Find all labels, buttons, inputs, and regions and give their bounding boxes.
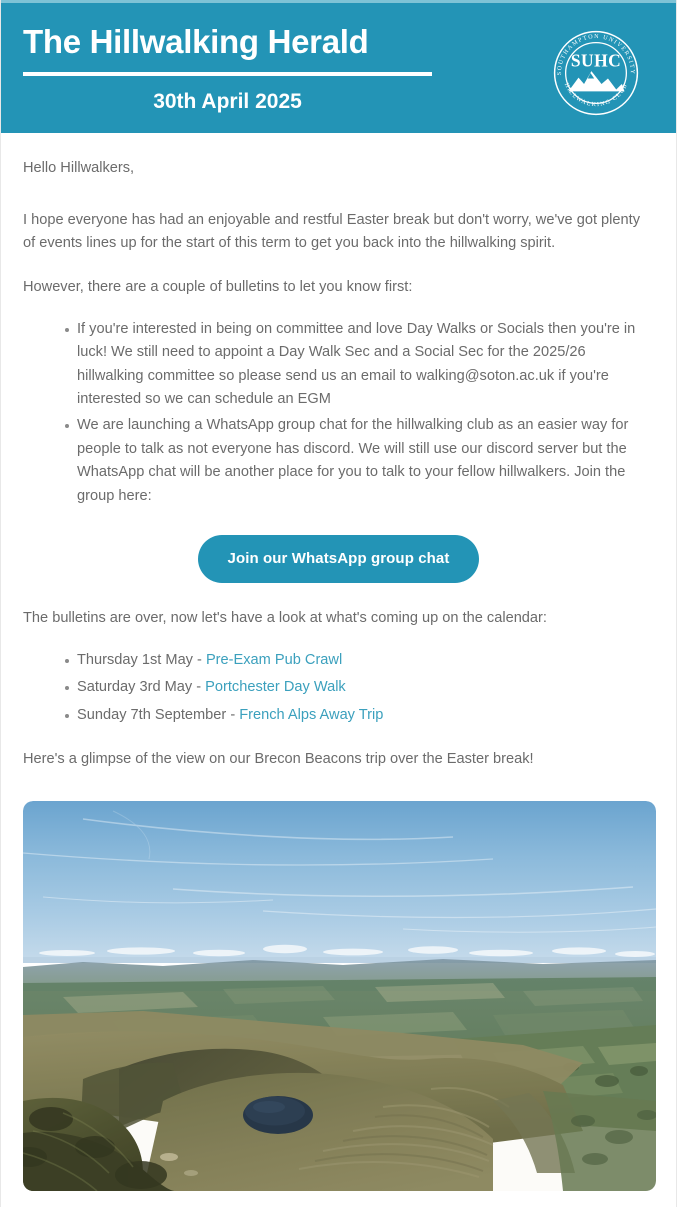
email-body [1, 133, 676, 771]
event-date: Saturday 3rd May - [77, 679, 206, 696]
brecon-beacons-photo [23, 801, 656, 1191]
suhc-logo [550, 27, 642, 119]
events-list [23, 649, 654, 728]
list-item: If you're interested in being on committee and love Day Walks or Socials then you're in luck! We still need to appoint a Day Walk Sec and a Social Sec for the 2025/26 hillwalking committee so please send us an email to walking@soton.ac.uk if you're interested so we can schedule an EGM [65, 318, 654, 413]
masthead [23, 23, 453, 114]
logo-bottom-arc-text: HILLWALKING CLUB [562, 82, 630, 109]
event-link-pre-exam-pub-crawl[interactable]: Pre-Exam Pub Crawl [205, 651, 343, 668]
svg-text:SUHC: SUHC [570, 50, 622, 71]
join-whatsapp-button[interactable]: Join our WhatsApp group chat [198, 535, 480, 583]
event-link-portchester-day-walk[interactable]: Portchester Day Walk [205, 679, 346, 696]
bulletins-list [23, 318, 654, 509]
page-title: The Hillwalking Herald [23, 23, 369, 60]
logo-top-arc-text: SOUTHAMPTON UNIVERSITY [557, 33, 636, 76]
masthead-divider [23, 72, 432, 76]
list-item [65, 676, 654, 700]
list-item [65, 704, 654, 728]
list-item [65, 649, 654, 673]
calendar-lead-text: The bulletins are over, now let's have a look at what's coming up on the calendar: [23, 609, 547, 626]
cta-container [23, 535, 654, 583]
bulletins-lead-text: However, there are a couple of bulletins to let you know first: [23, 278, 413, 295]
photo-caption-text: Here's a glimpse of the view on our Brecon Beacons trip over the Easter break! [23, 750, 534, 767]
intro-paragraph: I hope everyone has had an enjoyable and restful Easter break but don't worry, we've got plenty of events lines up for the start of this term to get you back into the hillwalking spirit. [23, 211, 640, 252]
issue-date: 30th April 2025 [153, 89, 302, 113]
event-date: Sunday 7th September - [77, 706, 240, 723]
greeting-text: Hello Hillwalkers, [23, 160, 135, 176]
list-item: We are launching a WhatsApp group chat for the hillwalking club as an easier way for people to talk as not everyone has discord. We will still use our discord server but the WhatsApp chat will be another place for you to talk to your fellow hillwalkers. Join the group here: [65, 414, 654, 509]
event-link-french-alps-away-trip[interactable]: French Alps Away Trip [239, 706, 384, 723]
event-date: Thursday 1st May - [77, 651, 206, 668]
email-header [1, 0, 676, 133]
photo-container [1, 791, 676, 1207]
